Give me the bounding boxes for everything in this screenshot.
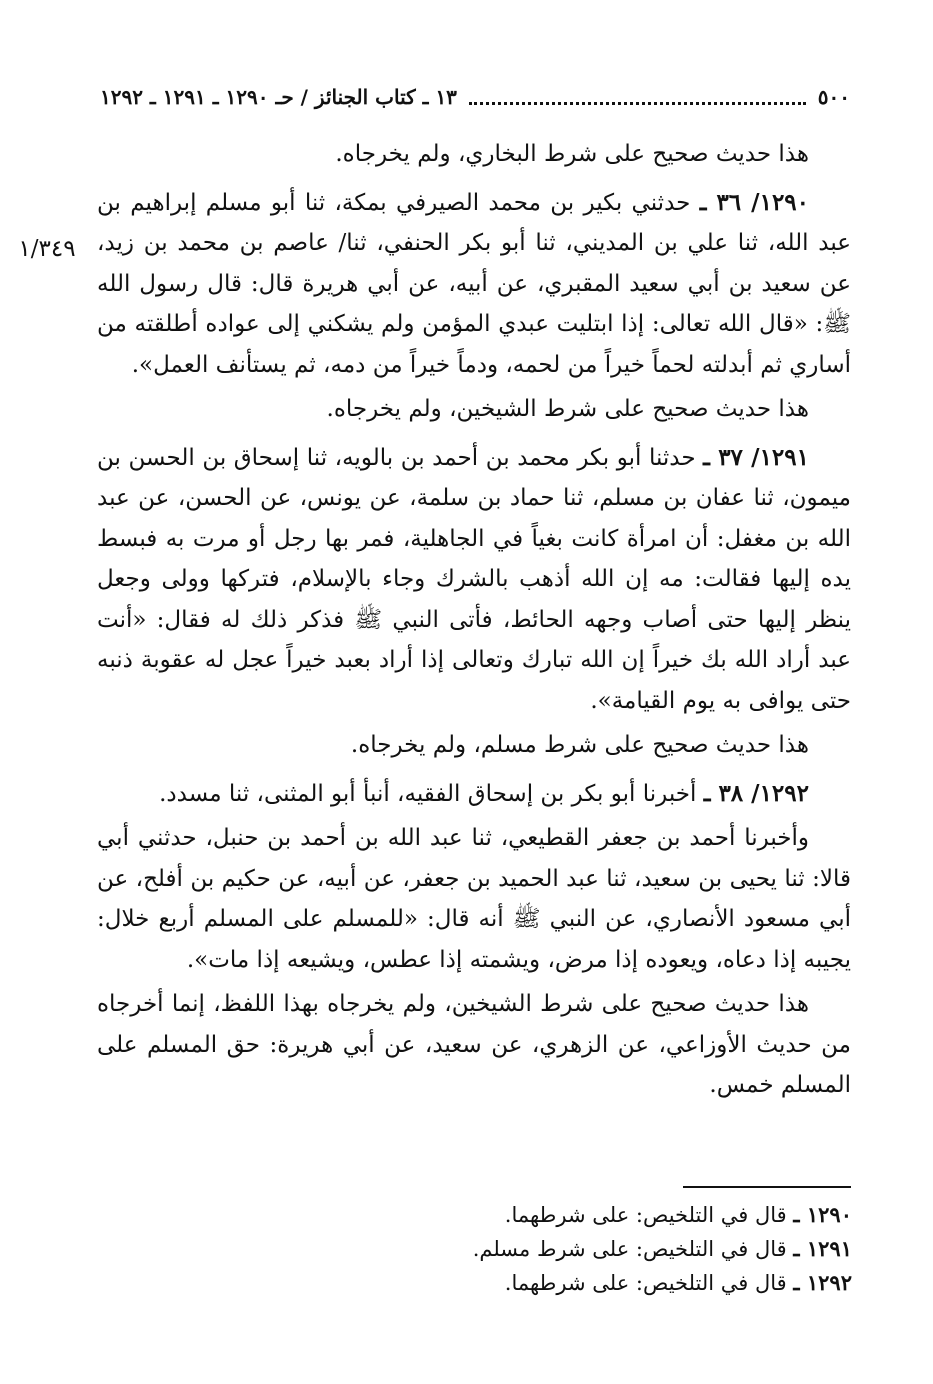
hadith-number: ١٢٩٢/ ٣٨ ـ [703, 779, 809, 807]
paragraph-text: حدثني بكير بن محمد الصيرفي بمكة، ثنا أبو مسلم إبراهيم بن عبد الله، ثنا علي بن المديني، ثنا أبو بكر الحنفي، ثنا/ عاصم بن محمد بن زيد، عن سعيد بن أبي سعيد المقبري، عن أبيه، عن أبي هريرة قال: قال رسول الله ﷺ: «قال الله تعالى: إذا ابتليت عبدي المؤمن ولم يشكني إلى عواده أطلقته من أساري ثم أبدلته لحماً خيراً من لحمه، ودماً خيراً من دمه، ثم يستأنف العمل». [97, 189, 851, 378]
hadith-paragraph [97, 774, 851, 815]
hadith-number: ١٢٩٠/ ٣٦ ـ [699, 188, 810, 216]
grading-paragraph [97, 984, 851, 1106]
footnote [300, 1266, 852, 1300]
paragraph-text: هذا حديث صحيح على شرط البخاري، ولم يخرجاه. [335, 141, 809, 167]
footnote-number: ١٢٩١ ـ [793, 1236, 852, 1261]
footnote [300, 1198, 852, 1232]
grading-paragraph [97, 389, 851, 430]
hadith-paragraph [97, 818, 851, 980]
footnote-text: قال في التلخيص: على شرط مسلم. [472, 1237, 787, 1261]
paragraph-text: هذا حديث صحيح على شرط الشيخين، ولم يخرجاه. [326, 396, 809, 422]
footnotes [300, 1198, 852, 1300]
paragraph-text: هذا حديث صحيح على شرط مسلم، ولم يخرجاه. [350, 732, 809, 758]
paragraph-text: هذا حديث صحيح على شرط الشيخين، ولم يخرجاه بهذا اللفظ، إنما أخرجاه من حديث الأوزاعي، عن الزهري، عن سعيد، عن أبي هريرة: حق المسلم على المسلم خمس. [97, 991, 851, 1098]
running-title: ١٣ ـ كتاب الجنائز / حـ ١٢٩٠ ـ ١٢٩١ ـ ١٢٩٢ [100, 85, 457, 109]
grading-paragraph [97, 134, 851, 175]
margin-volume-page-note: ١/٣٤٩ [18, 236, 76, 262]
footnote [300, 1232, 852, 1266]
page-number: ٥٠٠ [817, 85, 850, 109]
footnote-separator [683, 1186, 851, 1188]
hadith-number: ١٢٩١/ ٣٧ ـ [703, 443, 809, 471]
paragraph-text: أخبرنا أبو بكر بن إسحاق الفقيه، أنبأ أبو المثنى، ثنا مسدد. [159, 780, 697, 807]
header-dot-leader [469, 102, 806, 105]
footnote-number: ١٢٩٢ ـ [793, 1270, 852, 1295]
hadith-paragraph [97, 438, 851, 722]
hadith-paragraph [97, 183, 851, 386]
running-header [100, 82, 850, 112]
paragraph-text: وأخبرنا أحمد بن جعفر القطيعي، ثنا عبد الله بن أحمد بن حنبل، حدثني أبي قالا: ثنا يحيى بن سعيد، ثنا عبد الحميد بن جعفر، عن أبيه، عن حكيم بن أفلح، عن أبي مسعود الأنصاري، عن النبي ﷺ أنه قال: «للمسلم على المسلم أربع خلال: يجيبه إذا دعاه، ويعوده إذا مرض، ويشمته إذا عطس، ويشيعه إذا مات». [97, 825, 851, 973]
footnote-text: قال في التلخيص: على شرطهما. [504, 1203, 787, 1227]
footnote-text: قال في التلخيص: على شرطهما. [504, 1271, 787, 1295]
main-text [97, 134, 851, 1114]
grading-paragraph [97, 725, 851, 766]
footnote-number: ١٢٩٠ ـ [793, 1202, 852, 1227]
paragraph-text: حدثنا أبو بكر محمد بن أحمد بن بالويه، ثنا إسحاق بن الحسن بن ميمون، ثنا عفان بن مسلم، ثنا حماد بن سلمة، عن يونس، عن الحسن، عن عبد الله بن مغفل: أن امرأة كانت بغياً في الجاهلية، فمر بها رجل أو مرت به فبسط يده إليها فقالت: مه إن الله أذهب بالشرك وجاء بالإسلام، فتركها وولى وجعل ينظر إليها حتى أصاب وجهه الحائط، فأتى النبي ﷺ فذكر ذلك له فقال: «أنت عبد أراد الله بك خيراً إن الله تبارك وتعالى إذا أراد بعبد خيراً عجل له عقوبة ذنبه حتى يوافى به يوم القيامة». [97, 444, 851, 714]
